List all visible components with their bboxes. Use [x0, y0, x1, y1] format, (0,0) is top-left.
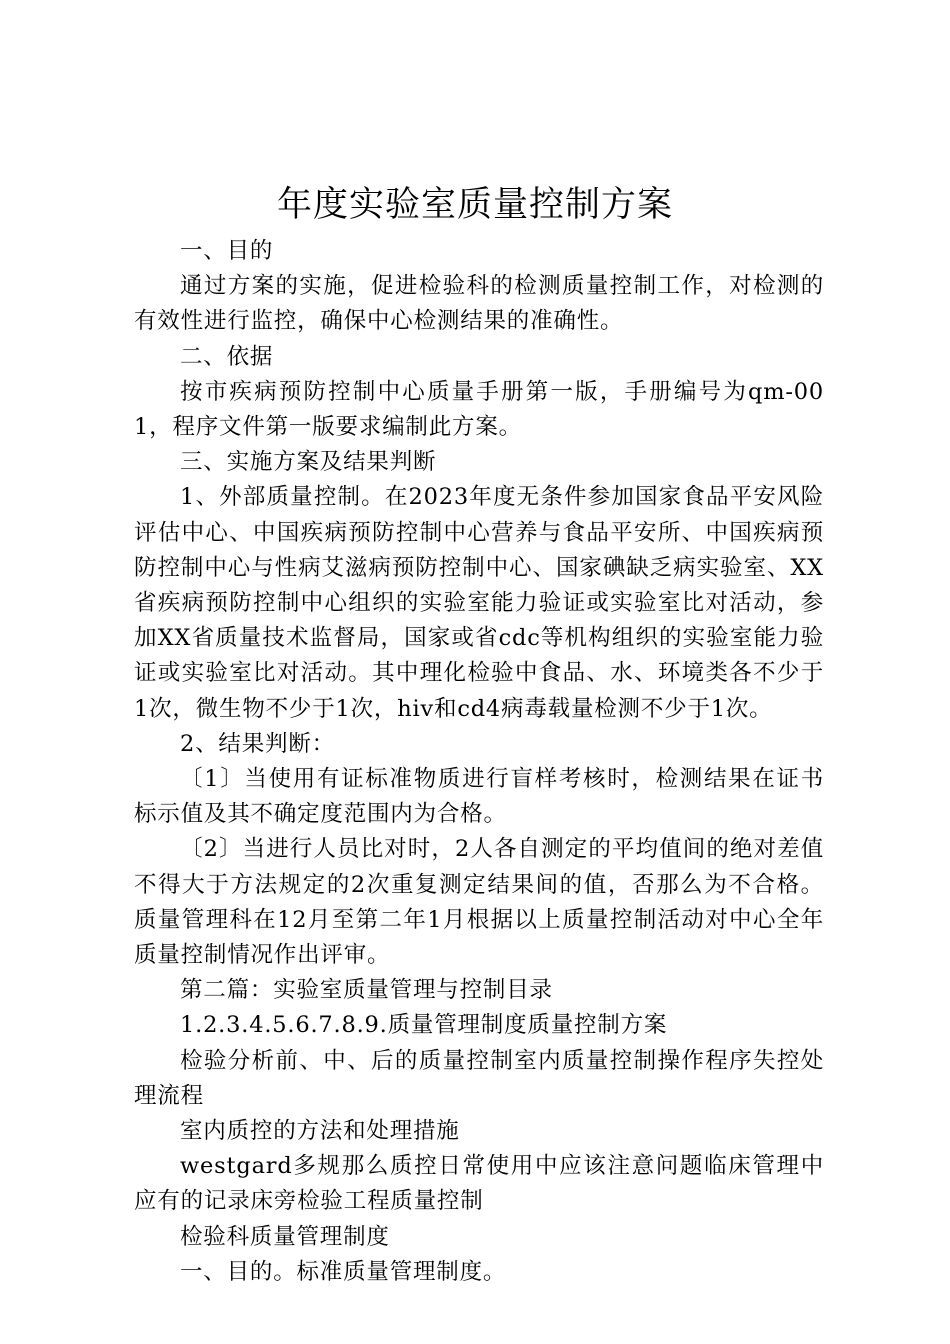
paragraph-lab-qm-system: 检验科质量管理制度: [180, 1223, 390, 1250]
paragraph-purpose: 通过方案的实施，促进检验科的检测质量控制工作，对检测的有效性进行监控，确保中心检测结果的准确性。: [134, 273, 824, 335]
paragraph-judgement-item-1: 〔1〕当使用有证标准物质进行盲样考核时，检测结果在证书标示值及其不确定度范围内为合格。: [134, 766, 824, 828]
paragraph-toc-analysis: 检验分析前、中、后的质量控制室内质量控制操作程序失控处理流程: [134, 1047, 824, 1109]
section-heading-purpose: 一、目的: [180, 238, 274, 264]
paragraph-second-article-title: 第二篇：实验室质量管理与控制目录: [180, 977, 553, 1004]
paragraph-external-quality-control: 1、外部质量控制。在2023年度无条件参加国家食品平安风险评估中心、中国疾病预防控制中心营养与食品平安所、中国疾病预防控制中心与性病艾滋病预防控制中心、国家碘缺乏病实验室、XX省疾病预防控制中心组织的实验室能力验证或实验室比对活动，参加XX省质量技术监督局，国家或省cdc等机构组织的实验室能力验证或实验室比对活动。其中理化检验中食品、水、环境类各不少于1次，微生物不少于1次，hiv和cd4病毒载量检测不少于1次。: [134, 484, 824, 722]
document-body: [134, 234, 824, 1290]
paragraph-toc-internal-qc: 室内质控的方法和处理措施: [180, 1118, 460, 1145]
paragraph-toc-line: 1.2.3.4.5.6.7.8.9.质量管理制度质量控制方案: [180, 1012, 668, 1039]
paragraph-purpose-standard: 一、目的。标准质量管理制度。: [180, 1258, 507, 1285]
paragraph-judgement-item-2: 〔2〕当进行人员比对时，2人各自测定的平均值间的绝对差值不得大于方法规定的2次重复测定结果间的值，否那么为不合格。质量管理科在12月至第二年1月根据以上质量控制活动对中心全年质量控制情况作出评审。: [134, 836, 824, 969]
section-heading-basis: 二、依据: [180, 343, 274, 370]
paragraph-basis: 按市疾病预防控制中心质量手册第一版，手册编号为qm-001，程序文件第一版要求编制此方案。: [134, 378, 824, 441]
paragraph-result-judgement-heading: 2、结果判断：: [180, 730, 335, 757]
document-title: 年度实验室质量控制方案: [276, 185, 673, 225]
section-heading-implementation: 三、实施方案及结果判断: [180, 449, 437, 476]
paragraph-toc-westgard: westgard多规那么质控日常使用中应该注意问题临床管理中应有的记录床旁检验工程质量控制: [134, 1153, 824, 1215]
